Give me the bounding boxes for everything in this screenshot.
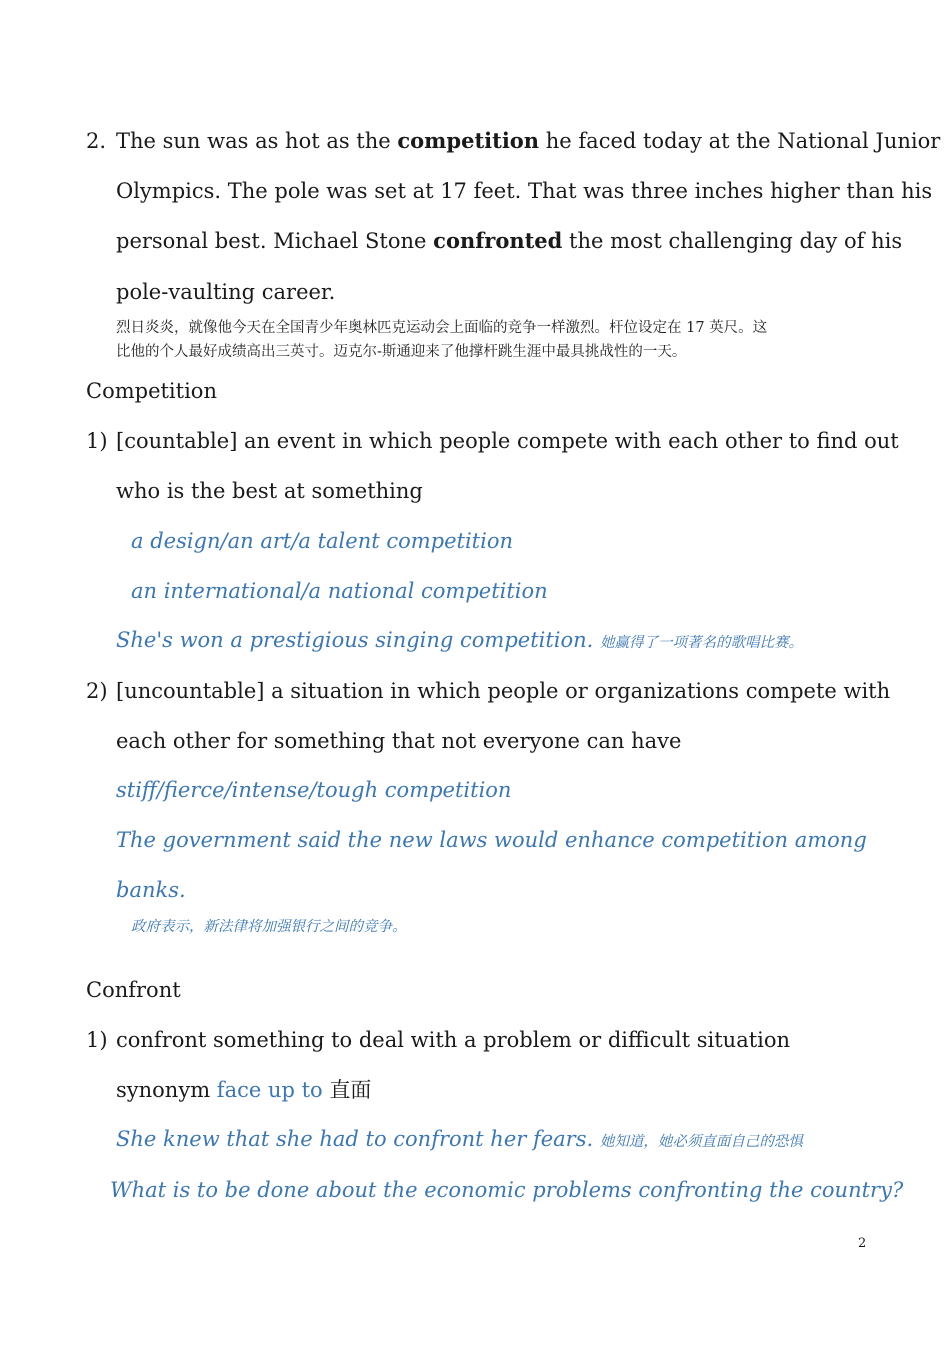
competition-sense2-line2: each other for something that not everyone can have <box>116 729 682 753</box>
confront-example-1-zh: 她知道，她必须直面自己的恐惧 <box>599 1134 803 1150</box>
synonym-label: synonym <box>116 1078 217 1102</box>
heading-confront: Confront <box>86 978 181 1002</box>
bold-word-competition: competition <box>397 128 540 153</box>
competition-sense2-example-2-line2: banks. <box>116 878 186 902</box>
competition-sense2-line1: [uncountable] a situation in which people or organizations compete with <box>116 679 891 703</box>
passage-text: personal best. Michael Stone <box>116 229 434 253</box>
passage-number: 2. <box>86 129 107 153</box>
confront-example-1: She knew that she had to confront her fears. <box>116 1127 594 1151</box>
passage-line-3 <box>116 228 903 254</box>
confront-synonym-line <box>116 1077 866 1103</box>
sense-number: 1) <box>86 1028 108 1052</box>
page-number: 2 <box>858 1236 867 1251</box>
synonym-zh: 直面 <box>329 1078 372 1102</box>
sense-number: 1) <box>86 429 108 453</box>
passage-text: the most challenging day of his <box>562 229 903 253</box>
competition-example-3-zh: 她赢得了一项著名的歌唱比赛。 <box>600 635 804 651</box>
passage-text: The sun was as hot as the <box>116 129 398 153</box>
confront-example-2: What is to be done about the economic problems confronting the country? <box>110 1178 904 1202</box>
competition-example-2: an international/a national competition <box>131 579 548 603</box>
competition-example-3: She's won a prestigious singing competition. <box>116 628 594 652</box>
competition-sense2-example-2-line1: The government said the new laws would enhance competition among <box>116 828 867 852</box>
passage-line-4: pole-vaulting career. <box>116 280 336 304</box>
competition-example-3-line <box>116 627 866 656</box>
sense-number: 2) <box>86 679 108 703</box>
confront-sense1-line1: confront something to deal with a problem or difficult situation <box>116 1028 791 1052</box>
passage-translation-1: 烈日炎炎，就像他今天在全国青少年奥林匹克运动会上面临的竞争一样激烈。杆位设定在 17 英尺。这 <box>116 320 768 336</box>
synonym-word: face up to <box>216 1078 323 1102</box>
competition-sense2-example-1: stiff/fierce/intense/tough competition <box>116 778 512 802</box>
competition-sense1-line1: [countable] an event in which people compete with each other to find out <box>116 429 899 453</box>
heading-competition: Competition <box>86 379 217 403</box>
competition-sense2-example-2-zh: 政府表示，新法律将加强银行之间的竞争。 <box>131 919 407 935</box>
passage-text: he faced today at the National Junior <box>539 129 941 153</box>
passage-line-2: Olympics. The pole was set at 17 feet. That was three inches higher than his <box>116 179 933 203</box>
passage-line-1 <box>116 128 941 154</box>
confront-example-1-line <box>116 1126 866 1155</box>
passage-translation-2: 比他的个人最好成绩高出三英寸。迈克尔-斯通迎来了他撑杆跳生涯中最具挑战性的一天。 <box>116 344 687 360</box>
competition-example-1: a design/an art/a talent competition <box>131 529 513 553</box>
bold-word-confronted: confronted <box>433 228 563 253</box>
competition-sense1-line2: who is the best at something <box>116 479 423 503</box>
